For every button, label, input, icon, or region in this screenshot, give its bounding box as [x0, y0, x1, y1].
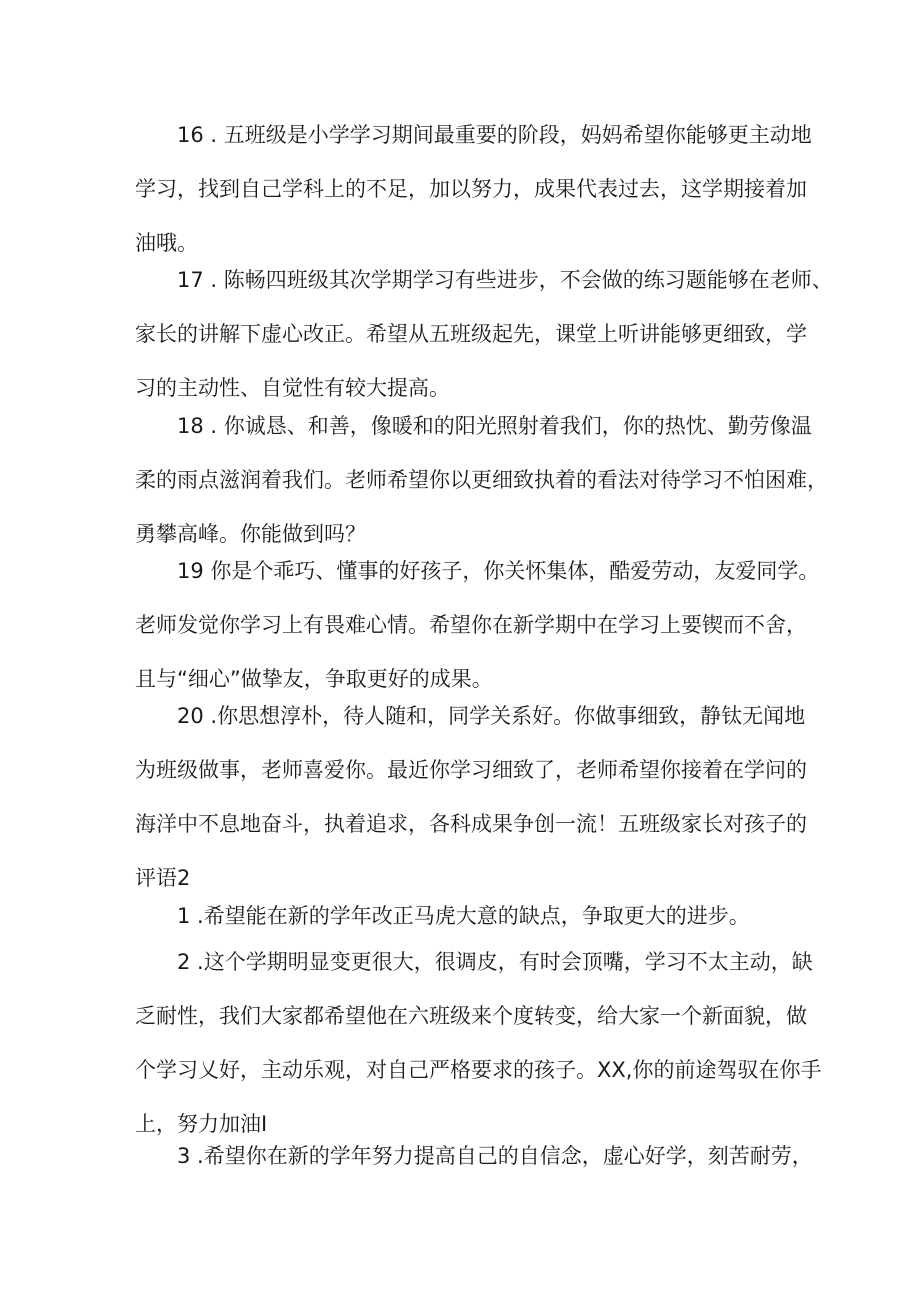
text-line: 老师发觉你学习上有畏难心情。希望你在新学期中在学习上要锲而不舍， [135, 613, 807, 637]
text-line: 评语2 [135, 866, 191, 890]
text-line: 油哦。 [135, 231, 198, 255]
text-line: 3 .希望你在新的学年努力提高自己的自信念，虚心好学，刻苦耐劳， [177, 1144, 813, 1168]
text-line: 19 你是个乖巧、懂事的好孩子，你关怀集体，酷爱劳动，友爱同学。 [177, 559, 820, 583]
text-line: 为班级做事，老师喜爱你。最近你学习细致了，老师希望你接着在学问的 [135, 758, 807, 782]
paragraph-2 [135, 935, 822, 1151]
text-line: 个学习乂好，主动乐观，对自己严格要求的孩子。XX,你的前途驾驭在你手 [135, 1058, 822, 1082]
text-line: 20 .你思想淳朴，待人随和，同学关系好。你做事细致，静钛无闻地 [177, 704, 806, 728]
text-line: 上，努力加油I [135, 1112, 268, 1136]
text-line: 1 .希望能在新的学年改正马虎大意的缺点，争取更大的进步。 [177, 904, 750, 928]
text-line: 家长的讲解下虚心改正。希望从五班级起先，课堂上听讲能够更细致，学 [135, 322, 807, 346]
text-line: 习的主动性、自觉性有较大提高。 [135, 376, 450, 400]
paragraph-17 [135, 253, 833, 415]
text-line: 2 .这个学期明显变更很大，很调皮，有时会顶嘴，学习不太主动，缺 [177, 950, 813, 974]
text-line: 柔的雨点滋润着我们。老师希望你以更细致执着的看法对待学习不怕困难， [135, 468, 828, 492]
text-line: 勇攀高峰。你能做到吗？ [135, 522, 366, 546]
text-line: 17 . 陈畅四班级其次学期学习有些进步，不会做的练习题能够在老师、 [177, 268, 833, 292]
text-line: 18 . 你诚恳、和善，像暖和的阳光照射着我们，你的热忱、勤劳像温 [177, 414, 812, 438]
paragraph-16 [135, 108, 812, 270]
paragraph-3 [135, 1129, 813, 1183]
paragraph-18 [135, 399, 828, 561]
text-line: 且与“细心”做挚友，争取更好的成果。 [135, 667, 493, 691]
text-line: 16 . 五班级是小学学习期间最重要的阶段，妈妈希望你能够更主动地 [177, 123, 812, 147]
text-line: 乏耐性，我们大家都希望他在六班级来个度转变，给大家一个新面貌，做 [135, 1004, 807, 1028]
text-line: 海洋中不息地奋斗，执着追求，各科成果争创一流！五班级家长对孩子的 [135, 812, 807, 836]
text-line: 学习，找到自己学科上的不足，加以努力，成果代表过去，这学期接着加 [135, 177, 807, 201]
paragraph-20 [135, 689, 807, 905]
paragraph-19 [135, 544, 820, 706]
